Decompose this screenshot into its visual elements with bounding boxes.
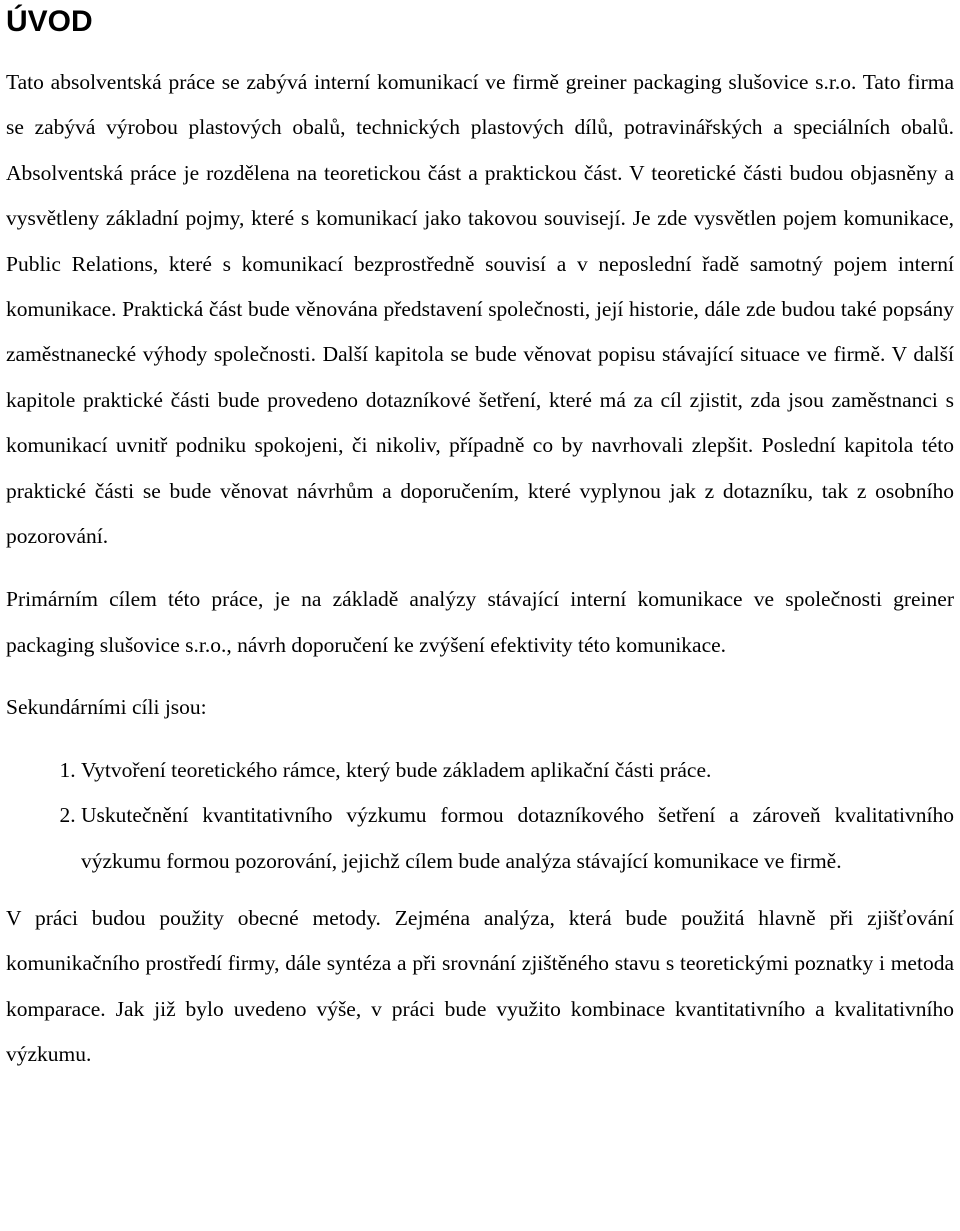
methods-paragraph: V práci budou použity obecné metody. Zejména analýza, která bude použitá hlavně při zjišťování komunikačního prostředí firmy, dále syntéza a při srovnání zjištěného stavu s teoretickými poznatky i metoda komparace. Jak již bylo uvedeno výše, v práci bude využito kombinace kvantitativního a kvalitativního výzkumu. — [6, 905, 954, 1067]
secondary-goals-list — [6, 748, 954, 884]
document-page — [6, 0, 954, 1078]
primary-goal-paragraph: Primárním cílem této práce, je na základě analýzy stávající interní komunikace ve společnosti greiner packaging slušovice s.r.o., návrh doporučení ke zvýšení efektivity této komunikace. — [6, 587, 954, 657]
intro-paragraph: Tato absolventská práce se zabývá interní komunikací ve firmě greiner packaging slušovice s.r.o. Tato firma se zabývá výrobou plastových obalů, technických plastových dílů, potravinářských a speciálních obalů. Absolventská práce je rozdělena na teoretickou část a praktickou část. V teoretické části budou objasněny a vysvětleny základní pojmy, které s komunikací jako takovou souvisejí. Je zde vysvětlen pojem komunikace, Public Relations, které s komunikací bezprostředně souvisí a v neposlední řadě samotný pojem interní komunikace. Praktická část bude věnována představení společnosti, její historie, dále zde budou také popsány zaměstnanecké výhody společnosti. Další kapitola se bude věnovat popisu stávající situace ve firmě. V další kapitole praktické části bude provedeno dotazníkové šetření, které má za cíl zjistit, zda jsou zaměstnanci s komunikací uvnitř podniku spokojeni, či nikoliv, případně co by navrhovali zlepšit. Poslední kapitola této praktické části se bude věnovat návrhům a doporučením, které vyplynou jak z dotazníku, tak z osobního pozorování. — [6, 70, 954, 549]
list-item: 1. Vytvoření teoretického rámce, který bude základem aplikační části práce. — [81, 748, 954, 793]
secondary-goals-label: Sekundárními cíli jsou: — [6, 695, 207, 720]
list-item: 2. Uskutečnění kvantitativního výzkumu formou dotazníkového šetření a zároveň kvalitativního výzkumu formou pozorování, jejichž cílem bude analýza stávající komunikace ve firmě. — [81, 793, 954, 884]
page-title: ÚVOD — [6, 5, 93, 38]
